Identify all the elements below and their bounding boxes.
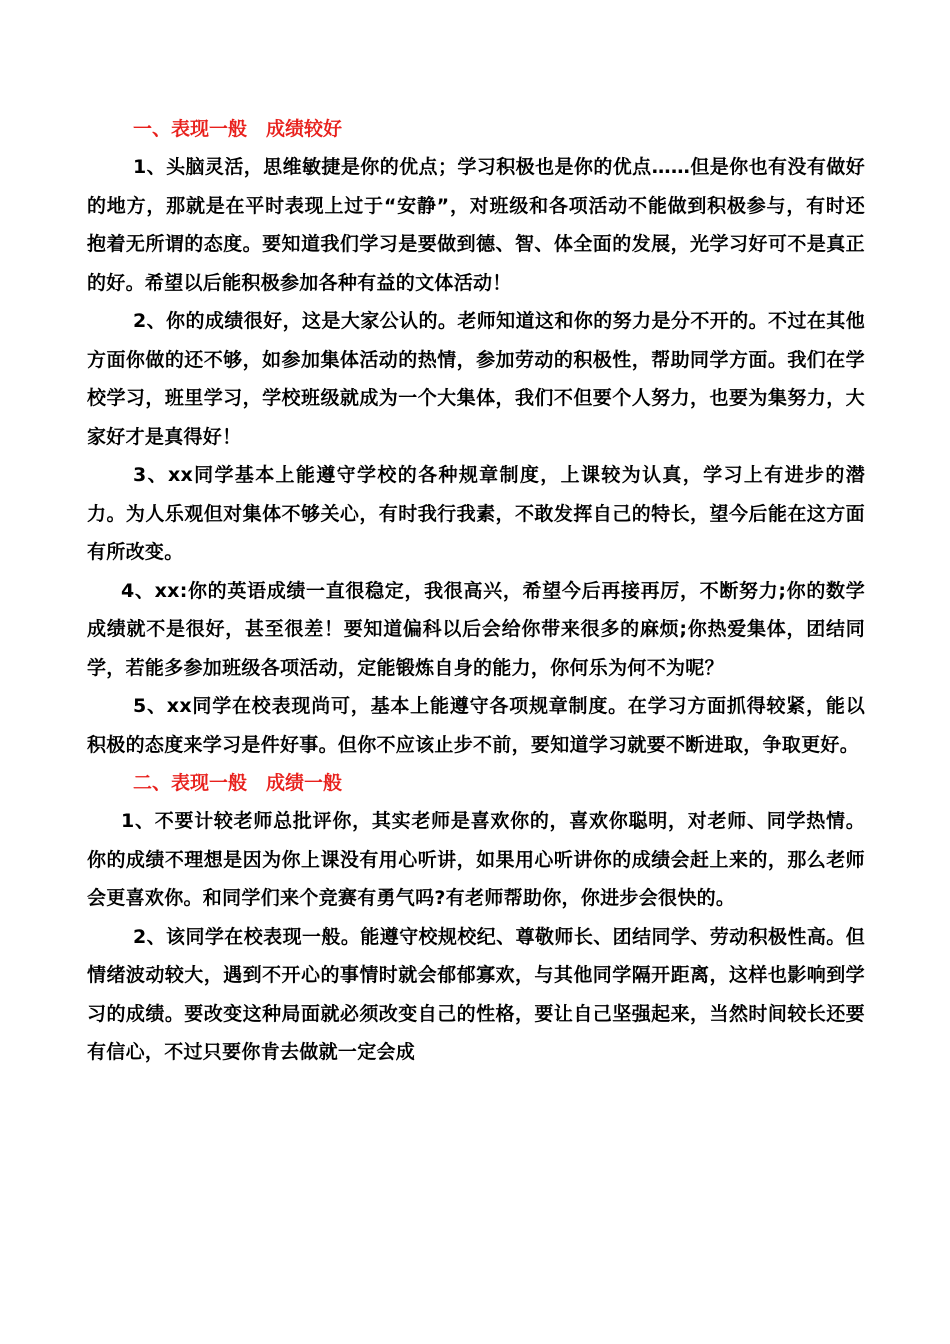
comment-paragraph-1-3: 3、xx同学基本上能遵守学校的各种规章制度，上课较为认真，学习上有进步的潜力。为人乐观但对集体不够关心，有时我行我素，不敢发挥自己的特长，望今后能在这方面有所改变。 <box>87 464 865 563</box>
section-heading-2: 二、表现一般 成绩一般 <box>133 772 343 794</box>
comment-paragraph-1-5: 5、xx同学在校表现尚可，基本上能遵守各项规章制度。在学习方面抓得较紧，能以积极的态度来学习是件好事。但你不应该止步不前，要知道学习就要不断进取，争取更好。 <box>87 695 865 756</box>
comment-paragraph-2-1: 1、不要计较老师总批评你，其实老师是喜欢你的，喜欢你聪明，对老师、同学热情。你的成绩不理想是因为你上课没有用心听讲，如果用心听讲你的成绩会赶上来的，那么老师会更喜欢你。和同学们来个竞赛有勇气吗?有老师帮助你，你进步会很快的。 <box>87 810 865 909</box>
document-page <box>87 110 865 1072</box>
section-heading-1: 一、表现一般 成绩较好 <box>133 118 343 140</box>
comment-paragraph-2-2: 2、该同学在校表现一般。能遵守校规校纪、尊敬师长、团结同学、劳动积极性高。但情绪波动较大，遇到不开心的事情时就会郁郁寡欢，与其他同学隔开距离，这样也影响到学习的成绩。要改变这种局面就必须改变自己的性格，要让自己坚强起来，当然时间较长还要有信心，不过只要你肯去做就一定会成 <box>87 925 865 1063</box>
comment-paragraph-1-1: 1、头脑灵活，思维敏捷是你的优点；学习积极也是你的优点……但是你也有没有做好的地方，那就是在平时表现上过于“安静”，对班级和各项活动不能做到积极参与，有时还抱着无所谓的态度。要知道我们学习是要做到德、智、体全面的发展，光学习好可不是真正的好。希望以后能积极参加各种有益的文体活动！ <box>87 156 865 294</box>
comment-paragraph-1-4: 4、xx:你的英语成绩一直很稳定，我很高兴，希望今后再接再厉，不断努力;你的数学成绩就不是很好，甚至很差！要知道偏科以后会给你带来很多的麻烦;你热爱集体，团结同学，若能多参加班级各项活动，定能锻炼自身的能力，你何乐为何不为呢？ <box>87 579 865 679</box>
comment-paragraph-1-2: 2、你的成绩很好，这是大家公认的。老师知道这和你的努力是分不开的。不过在其他方面你做的还不够，如参加集体活动的热情，参加劳动的积极性，帮助同学方面。我们在学校学习，班里学习，学校班级就成为一个大集体，我们不但要个人努力，也要为集努力，大家好才是真得好！ <box>87 310 865 448</box>
